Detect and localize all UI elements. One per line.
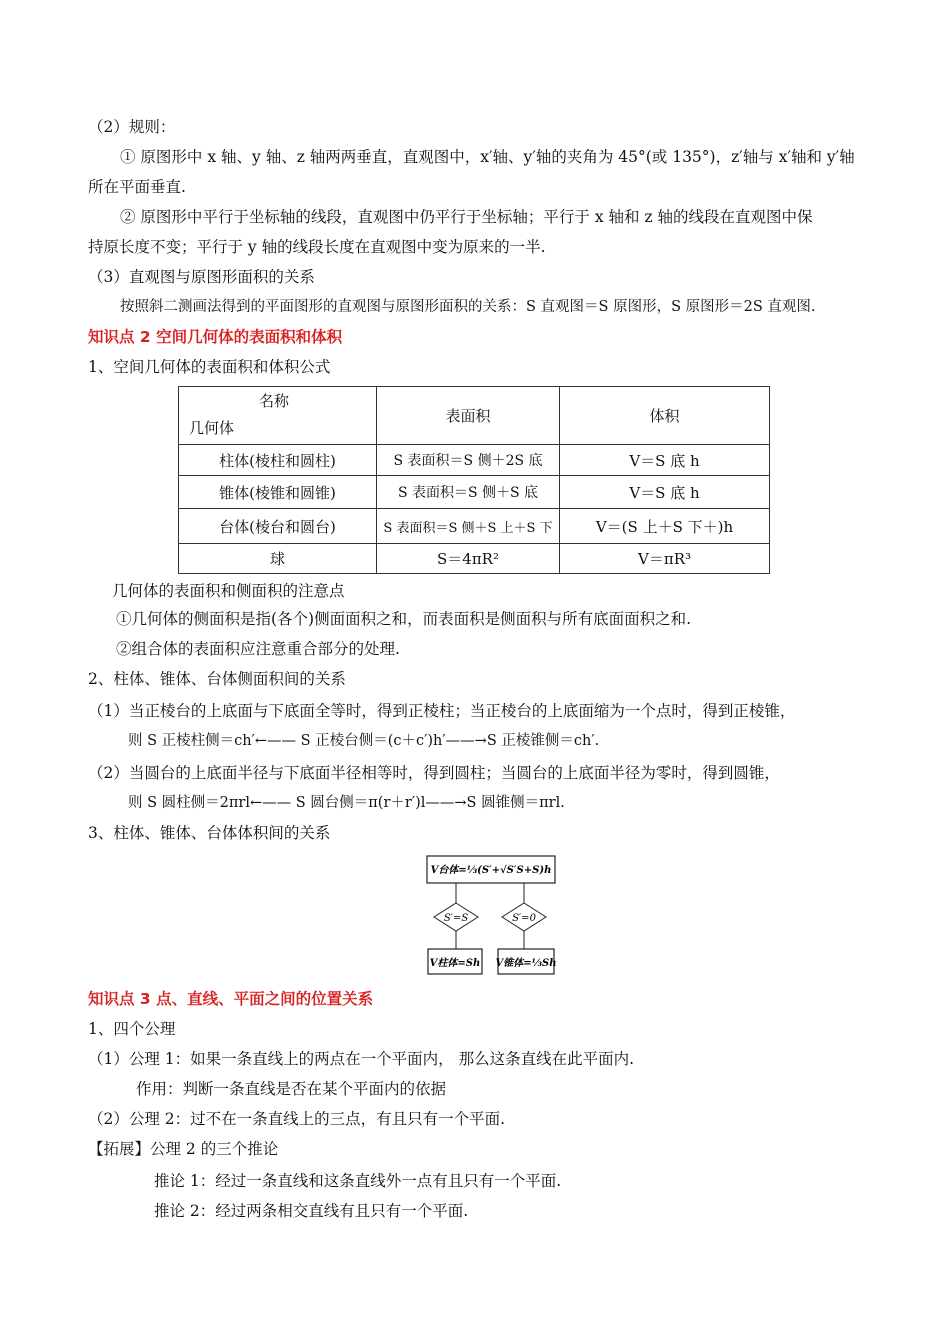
row-name: 台体(棱台和圆台) xyxy=(179,509,377,544)
flow-result-left: V柱体=Sh xyxy=(429,958,481,969)
table-row xyxy=(179,476,770,509)
rule-1-line-2: 所在平面垂直. xyxy=(88,178,186,196)
rule-2-line-2: 持原长度不变；平行于 y 轴的线段长度在直观图中变为原来的一半. xyxy=(88,238,546,256)
row-surface: S 表面积＝S 侧＋S 底 xyxy=(377,476,560,509)
row-name: 柱体(棱柱和圆柱) xyxy=(179,445,377,476)
area-heading: （3）直观图与原图形面积的关系 xyxy=(88,268,315,286)
rules-heading: （2）规则： xyxy=(88,118,176,136)
row-name: 球 xyxy=(179,544,377,574)
flow-cond-left: S′=S xyxy=(443,913,469,924)
volume-heading: 3、柱体、锥体、台体体积间的关系 xyxy=(88,824,331,842)
section-title-kp2: 知识点 2 空间几何体的表面积和体积 xyxy=(88,328,343,346)
formula-table xyxy=(178,386,770,574)
rule-1-line-1: ① 原图形中 x 轴、y 轴、z 轴两两垂直，直观图中，x′轴、y′轴的夹角为 45°(或 135°)，z′轴与 x′轴和 y′轴 xyxy=(120,148,855,166)
axioms-heading: 1、四个公理 xyxy=(88,1020,176,1038)
row-surface: S＝4πR² xyxy=(377,544,560,574)
axiom-1-use: 作用：判断一条直线是否在某个平面内的依据 xyxy=(136,1080,447,1098)
rule-2-line-1: ② 原图形中平行于坐标轴的线段，直观图中仍平行于坐标轴；平行于 x 轴和 z 轴的线段在直观图中保 xyxy=(120,208,813,226)
header-name-label: 名称 xyxy=(259,392,290,410)
axiom-2: （2）公理 2：过不在一条直线上的三点，有且只有一个平面. xyxy=(88,1110,506,1128)
row-volume: V＝S 底 h xyxy=(560,445,770,476)
corollary-1: 推论 1：经过一条直线和这条直线外一点有且只有一个平面. xyxy=(154,1172,562,1190)
lateral-heading: 2、柱体、锥体、台体侧面积间的关系 xyxy=(88,670,346,688)
table-row xyxy=(179,509,770,544)
row-volume: V＝πR³ xyxy=(560,544,770,574)
flow-cond-right: S′=0 xyxy=(512,913,536,924)
flow-top-text: V台体=⅓(S′+√S′S+S)h xyxy=(430,865,552,876)
lateral-formula-1: 则 S 正棱柱侧＝ch′←—— S 正棱台侧＝(c＋c′)h′——→S 正棱锥侧＝ch′. xyxy=(128,733,600,749)
lateral-p1: （1）当正棱台的上底面与下底面全等时，得到正棱柱；当正棱台的上底面缩为一个点时，得到正棱锥， xyxy=(88,702,796,720)
lateral-p2: （2）当圆台的上底面半径与下底面半径相等时，得到圆柱；当圆台的上底面半径为零时，得到圆锥， xyxy=(88,764,780,782)
header-surface: 表面积 xyxy=(377,387,560,445)
volume-flowchart xyxy=(426,855,556,977)
header-volume: 体积 xyxy=(560,387,770,445)
row-name: 锥体(棱锥和圆锥) xyxy=(179,476,377,509)
flow-result-right: V锥体=⅓Sh xyxy=(495,958,556,969)
note-1: ①几何体的侧面积是指(各个)侧面面积之和，而表面积是侧面积与所有底面面积之和. xyxy=(116,610,692,628)
table-row xyxy=(179,544,770,574)
row-surface: S 表面积＝S 侧＋2S 底 xyxy=(377,445,560,476)
lateral-formula-2: 则 S 圆柱侧＝2πrl←—— S 圆台侧＝π(r＋r′)l——→S 圆锥侧＝πrl. xyxy=(128,795,565,811)
table-row xyxy=(179,445,770,476)
row-surface: S 表面积＝S 侧＋S 上＋S 下 xyxy=(377,509,560,544)
row-volume: V＝S 底 h xyxy=(560,476,770,509)
header-body-label: 几何体 xyxy=(189,419,235,437)
note-2: ②组合体的表面积应注意重合部分的处理. xyxy=(116,640,400,658)
note-title: 几何体的表面积和侧面积的注意点 xyxy=(112,582,345,600)
row-volume: V＝(S 上＋S 下＋)h xyxy=(560,509,770,544)
extension-heading: 【拓展】公理 2 的三个推论 xyxy=(88,1140,279,1158)
axiom-1: （1）公理 1：如果一条直线上的两点在一个平面内， 那么这条直线在此平面内. xyxy=(88,1050,635,1068)
header-corner-cell xyxy=(179,387,377,445)
formula-heading: 1、空间几何体的表面积和体积公式 xyxy=(88,358,331,376)
area-text: 按照斜二测画法得到的平面图形的直观图与原图形面积的关系：S 直观图＝S 原图形，S 原图形＝2S 直观图. xyxy=(120,299,816,315)
section-title-kp3: 知识点 3 点、直线、平面之间的位置关系 xyxy=(88,990,374,1008)
corollary-2: 推论 2：经过两条相交直线有且只有一个平面. xyxy=(154,1202,469,1220)
